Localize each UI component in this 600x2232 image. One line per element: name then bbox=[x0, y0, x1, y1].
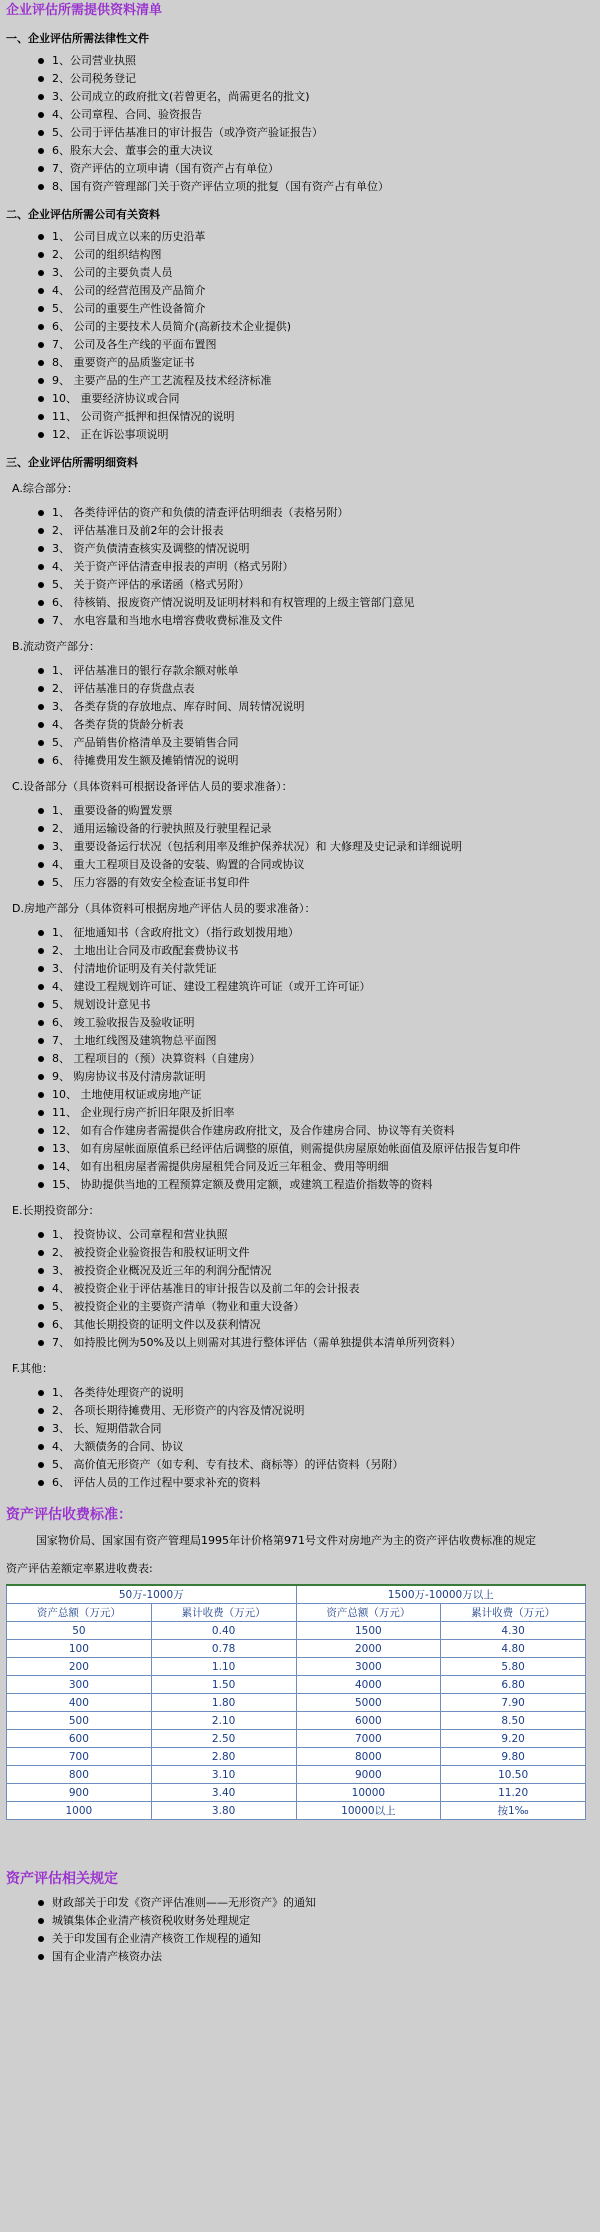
list-item: 4、 公司的经营范围及产品简介 bbox=[38, 282, 594, 300]
list-item: 6、 公司的主要技术人员简介(高新技术企业提供) bbox=[38, 318, 594, 336]
list-item: 8、 工程项目的（预）决算资料（自建房） bbox=[38, 1050, 594, 1068]
table-cell: 0.78 bbox=[151, 1640, 296, 1658]
list-item: 2、 公司的组织结构图 bbox=[38, 246, 594, 264]
table-cell: 1500 bbox=[296, 1622, 441, 1640]
list-item: 7、 土地红线图及建筑物总平面图 bbox=[38, 1032, 594, 1050]
list-item: 7、 水电容量和当地水电增容费收费标准及文件 bbox=[38, 612, 594, 630]
list-item: 10、 重要经济协议或合同 bbox=[38, 390, 594, 408]
page-title: 企业评估所需提供资料清单 bbox=[6, 3, 163, 18]
list-item: 5、 公司的重要生产性设备简介 bbox=[38, 300, 594, 318]
column-header: 累计收费（万元） bbox=[151, 1604, 296, 1622]
list-item: 9、 主要产品的生产工艺流程及技术经济标准 bbox=[38, 372, 594, 390]
rule-link[interactable]: 国有企业清产核资办法 bbox=[38, 1948, 594, 1966]
list-item: 2、公司税务登记 bbox=[38, 70, 594, 88]
subsection-d-title: D.房地产部分（具体资料可根据房地产评估人员的要求准备）： bbox=[12, 902, 316, 915]
subsection-a-list bbox=[6, 504, 594, 630]
list-item: 3、 各类存货的存放地点、库存时间、周转情况说明 bbox=[38, 698, 594, 716]
list-item: 1、 评估基准日的银行存款余额对帐单 bbox=[38, 662, 594, 680]
table-cell: 5000 bbox=[296, 1694, 441, 1712]
table-row bbox=[7, 1730, 586, 1748]
fee-table-label: 资产评估差额定率累进收费表: bbox=[6, 1562, 153, 1575]
list-item: 4、 各类存货的货龄分析表 bbox=[38, 716, 594, 734]
table-cell: 300 bbox=[7, 1676, 152, 1694]
list-item: 12、 正在诉讼事项说明 bbox=[38, 426, 594, 444]
list-item: 6、 竣工验收报告及验收证明 bbox=[38, 1014, 594, 1032]
group-header: 50万-1000万 bbox=[7, 1585, 297, 1604]
list-item: 11、 企业现行房产折旧年限及折旧率 bbox=[38, 1104, 594, 1122]
related-rules-title: 资产评估相关规定 bbox=[6, 1871, 118, 1887]
table-cell: 1.80 bbox=[151, 1694, 296, 1712]
list-item: 4、 建设工程规划许可证、建设工程建筑许可证（或开工许可证） bbox=[38, 978, 594, 996]
group-header: 1500万-10000万以上 bbox=[296, 1585, 586, 1604]
list-item: 4、 重大工程项目及设备的安装、购置的合同或协议 bbox=[38, 856, 594, 874]
table-cell: 按1‰ bbox=[441, 1802, 586, 1820]
list-item: 4、 被投资企业于评估基准日的审计报告以及前二年的会计报表 bbox=[38, 1280, 594, 1298]
table-cell: 3000 bbox=[296, 1658, 441, 1676]
rule-link[interactable]: 关于印发国有企业清产核资工作规程的通知 bbox=[38, 1930, 594, 1948]
list-item: 2、 土地出让合同及市政配套费协议书 bbox=[38, 942, 594, 960]
table-cell: 7000 bbox=[296, 1730, 441, 1748]
list-item: 4、 关于资产评估清查申报表的声明（格式另附） bbox=[38, 558, 594, 576]
section-company-title: 二、企业评估所需公司有关资料 bbox=[6, 208, 160, 221]
list-item: 3、 付清地价证明及有关付款凭证 bbox=[38, 960, 594, 978]
table-cell: 11.20 bbox=[441, 1784, 586, 1802]
table-cell: 3.10 bbox=[151, 1766, 296, 1784]
list-item: 6、股东大会、董事会的重大决议 bbox=[38, 142, 594, 160]
list-item: 7、 公司及各生产线的平面布置图 bbox=[38, 336, 594, 354]
column-header: 资产总额（万元） bbox=[7, 1604, 152, 1622]
table-cell: 2.80 bbox=[151, 1748, 296, 1766]
table-cell: 50 bbox=[7, 1622, 152, 1640]
list-item: 6、 待核销、报废资产情况说明及证明材料和有权管理的上级主管部门意见 bbox=[38, 594, 594, 612]
subsection-e-list bbox=[6, 1226, 594, 1352]
list-item: 3、 被投资企业概况及近三年的利润分配情况 bbox=[38, 1262, 594, 1280]
fee-standard-description: 国家物价局、国家国有资产管理局1995年计价格第971号文件对房地产为主的资产评估收费标准的规定 bbox=[36, 1534, 536, 1547]
table-cell: 1.50 bbox=[151, 1676, 296, 1694]
section-legal-title: 一、企业评估所需法律性文件 bbox=[6, 32, 149, 45]
table-cell: 900 bbox=[7, 1784, 152, 1802]
list-item: 3、 长、短期借款合同 bbox=[38, 1420, 594, 1438]
company-docs-list bbox=[6, 228, 594, 444]
table-row bbox=[7, 1802, 586, 1820]
list-item: 11、 公司资产抵押和担保情况的说明 bbox=[38, 408, 594, 426]
section-detail-title: 三、企业评估所需明细资料 bbox=[6, 456, 138, 469]
list-item: 2、 各项长期待摊费用、无形资产的内容及情况说明 bbox=[38, 1402, 594, 1420]
list-item: 9、 购房协议书及付清房款证明 bbox=[38, 1068, 594, 1086]
list-item: 2、 被投资企业验资报告和股权证明文件 bbox=[38, 1244, 594, 1262]
table-cell: 9.20 bbox=[441, 1730, 586, 1748]
rule-link[interactable]: 财政部关于印发《资产评估准则——无形资产》的通知 bbox=[38, 1894, 594, 1912]
list-item: 15、 协助提供当地的工程预算定额及费用定额，或建筑工程造价指数等的资料 bbox=[38, 1176, 594, 1194]
related-rules-list bbox=[6, 1894, 594, 1966]
table-row bbox=[7, 1658, 586, 1676]
list-item: 7、资产评估的立项申请（国有资产占有单位） bbox=[38, 160, 594, 178]
subsection-b-title: B.流动资产部分： bbox=[12, 640, 101, 653]
table-cell: 500 bbox=[7, 1712, 152, 1730]
table-cell: 4000 bbox=[296, 1676, 441, 1694]
table-cell: 10000以上 bbox=[296, 1802, 441, 1820]
table-cell: 700 bbox=[7, 1748, 152, 1766]
list-item: 5、公司于评估基准日的审计报告（或净资产验证报告） bbox=[38, 124, 594, 142]
table-row bbox=[7, 1694, 586, 1712]
table-cell: 200 bbox=[7, 1658, 152, 1676]
list-item: 1、公司营业执照 bbox=[38, 52, 594, 70]
table-cell: 5.80 bbox=[441, 1658, 586, 1676]
list-item: 3、 公司的主要负责人员 bbox=[38, 264, 594, 282]
table-cell: 3.40 bbox=[151, 1784, 296, 1802]
rule-link[interactable]: 城镇集体企业清产核资税收财务处理规定 bbox=[38, 1912, 594, 1930]
table-cell: 4.80 bbox=[441, 1640, 586, 1658]
list-item: 3、 重要设备运行状况（包括利用率及维护保养状况）和 大修理及史记录和详细说明 bbox=[38, 838, 594, 856]
subsection-a-title: A.综合部分： bbox=[12, 482, 78, 495]
list-item: 2、 通用运输设备的行驶执照及行驶里程记录 bbox=[38, 820, 594, 838]
list-item: 1、 重要设备的购置发票 bbox=[38, 802, 594, 820]
table-row bbox=[7, 1640, 586, 1658]
table-cell: 9.80 bbox=[441, 1748, 586, 1766]
list-item: 8、国有资产管理部门关于资产评估立项的批复（国有资产占有单位） bbox=[38, 178, 594, 196]
table-cell: 2.50 bbox=[151, 1730, 296, 1748]
table-cell: 10000 bbox=[296, 1784, 441, 1802]
list-item: 1、 投资协议、公司章程和营业执照 bbox=[38, 1226, 594, 1244]
table-row bbox=[7, 1712, 586, 1730]
table-cell: 1000 bbox=[7, 1802, 152, 1820]
table-cell: 1.10 bbox=[151, 1658, 296, 1676]
list-item: 7、 如持股比例为50%及以上则需对其进行整体评估（需单独提供本清单所列资料） bbox=[38, 1334, 594, 1352]
subsection-b-list bbox=[6, 662, 594, 770]
table-cell: 7.90 bbox=[441, 1694, 586, 1712]
fee-standard-title: 资产评估收费标准： bbox=[6, 1507, 132, 1523]
table-row bbox=[7, 1676, 586, 1694]
list-item: 1、 征地通知书（含政府批文）（指行政划拨用地） bbox=[38, 924, 594, 942]
list-item: 4、公司章程、合同、验资报告 bbox=[38, 106, 594, 124]
subsection-e-title: E.长期投资部分： bbox=[12, 1204, 100, 1217]
list-item: 8、 重要资产的品质鉴定证书 bbox=[38, 354, 594, 372]
list-item: 13、 如有房屋帐面原值系已经评估后调整的原值，则需提供房屋原始帐面值及原评估报告复印件 bbox=[38, 1140, 594, 1158]
table-cell: 6000 bbox=[296, 1712, 441, 1730]
list-item: 14、 如有出租房屋者需提供房屋租凭合同及近三年租金、费用等明细 bbox=[38, 1158, 594, 1176]
table-cell: 0.40 bbox=[151, 1622, 296, 1640]
subsection-d-list bbox=[6, 924, 594, 1194]
subsection-f-list bbox=[6, 1384, 594, 1492]
list-item: 3、公司成立的政府批文(若曾更名，尚需更名的批文) bbox=[38, 88, 594, 106]
list-item: 10、 土地使用权证或房地产证 bbox=[38, 1086, 594, 1104]
table-cell: 8.50 bbox=[441, 1712, 586, 1730]
table-cell: 9000 bbox=[296, 1766, 441, 1784]
table-cell: 400 bbox=[7, 1694, 152, 1712]
list-item: 1、 公司目成立以来的历史沿革 bbox=[38, 228, 594, 246]
list-item: 2、 评估基准日的存货盘点表 bbox=[38, 680, 594, 698]
list-item: 5、 规划设计意见书 bbox=[38, 996, 594, 1014]
table-cell: 10.50 bbox=[441, 1766, 586, 1784]
fee-table bbox=[6, 1584, 586, 1820]
subsection-c-list bbox=[6, 802, 594, 892]
list-item: 4、 大额债务的合同、协议 bbox=[38, 1438, 594, 1456]
table-cell: 4.30 bbox=[441, 1622, 586, 1640]
list-item: 1、 各类待处理资产的说明 bbox=[38, 1384, 594, 1402]
table-cell: 3.80 bbox=[151, 1802, 296, 1820]
list-item: 6、 待摊费用发生额及摊销情况的说明 bbox=[38, 752, 594, 770]
list-item: 5、 被投资企业的主要资产清单（物业和重大设备） bbox=[38, 1298, 594, 1316]
table-cell: 2000 bbox=[296, 1640, 441, 1658]
list-item: 3、 资产负债清查核实及调整的情况说明 bbox=[38, 540, 594, 558]
table-row bbox=[7, 1784, 586, 1802]
table-row bbox=[7, 1766, 586, 1784]
list-item: 6、 评估人员的工作过程中要求补充的资料 bbox=[38, 1474, 594, 1492]
table-row bbox=[7, 1622, 586, 1640]
list-item: 5、 关于资产评估的承诺函（格式另附） bbox=[38, 576, 594, 594]
subsection-f-title: F.其他： bbox=[12, 1362, 54, 1375]
list-item: 5、 高价值无形资产（如专利、专有技术、商标等）的评估资料（另附） bbox=[38, 1456, 594, 1474]
table-cell: 6.80 bbox=[441, 1676, 586, 1694]
list-item: 12、 如有合作建房者需提供合作建房政府批文，及合作建房合同、协议等有关资料 bbox=[38, 1122, 594, 1140]
fee-table-column-header bbox=[7, 1604, 586, 1622]
list-item: 1、 各类待评估的资产和负债的清查评估明细表（表格另附） bbox=[38, 504, 594, 522]
table-cell: 800 bbox=[7, 1766, 152, 1784]
list-item: 2、 评估基准日及前2年的会计报表 bbox=[38, 522, 594, 540]
table-row bbox=[7, 1748, 586, 1766]
table-cell: 8000 bbox=[296, 1748, 441, 1766]
table-cell: 600 bbox=[7, 1730, 152, 1748]
list-item: 5、 压力容器的有效安全检查证书复印件 bbox=[38, 874, 594, 892]
list-item: 6、 其他长期投资的证明文件以及获利情况 bbox=[38, 1316, 594, 1334]
fee-table-group-header bbox=[7, 1585, 586, 1604]
column-header: 资产总额（万元） bbox=[296, 1604, 441, 1622]
table-cell: 100 bbox=[7, 1640, 152, 1658]
legal-docs-list bbox=[6, 52, 594, 196]
subsection-c-title: C.设备部分（具体资料可根据设备评估人员的要求准备）： bbox=[12, 780, 293, 793]
column-header: 累计收费（万元） bbox=[441, 1604, 586, 1622]
list-item: 5、 产品销售价格清单及主要销售合同 bbox=[38, 734, 594, 752]
table-cell: 2.10 bbox=[151, 1712, 296, 1730]
